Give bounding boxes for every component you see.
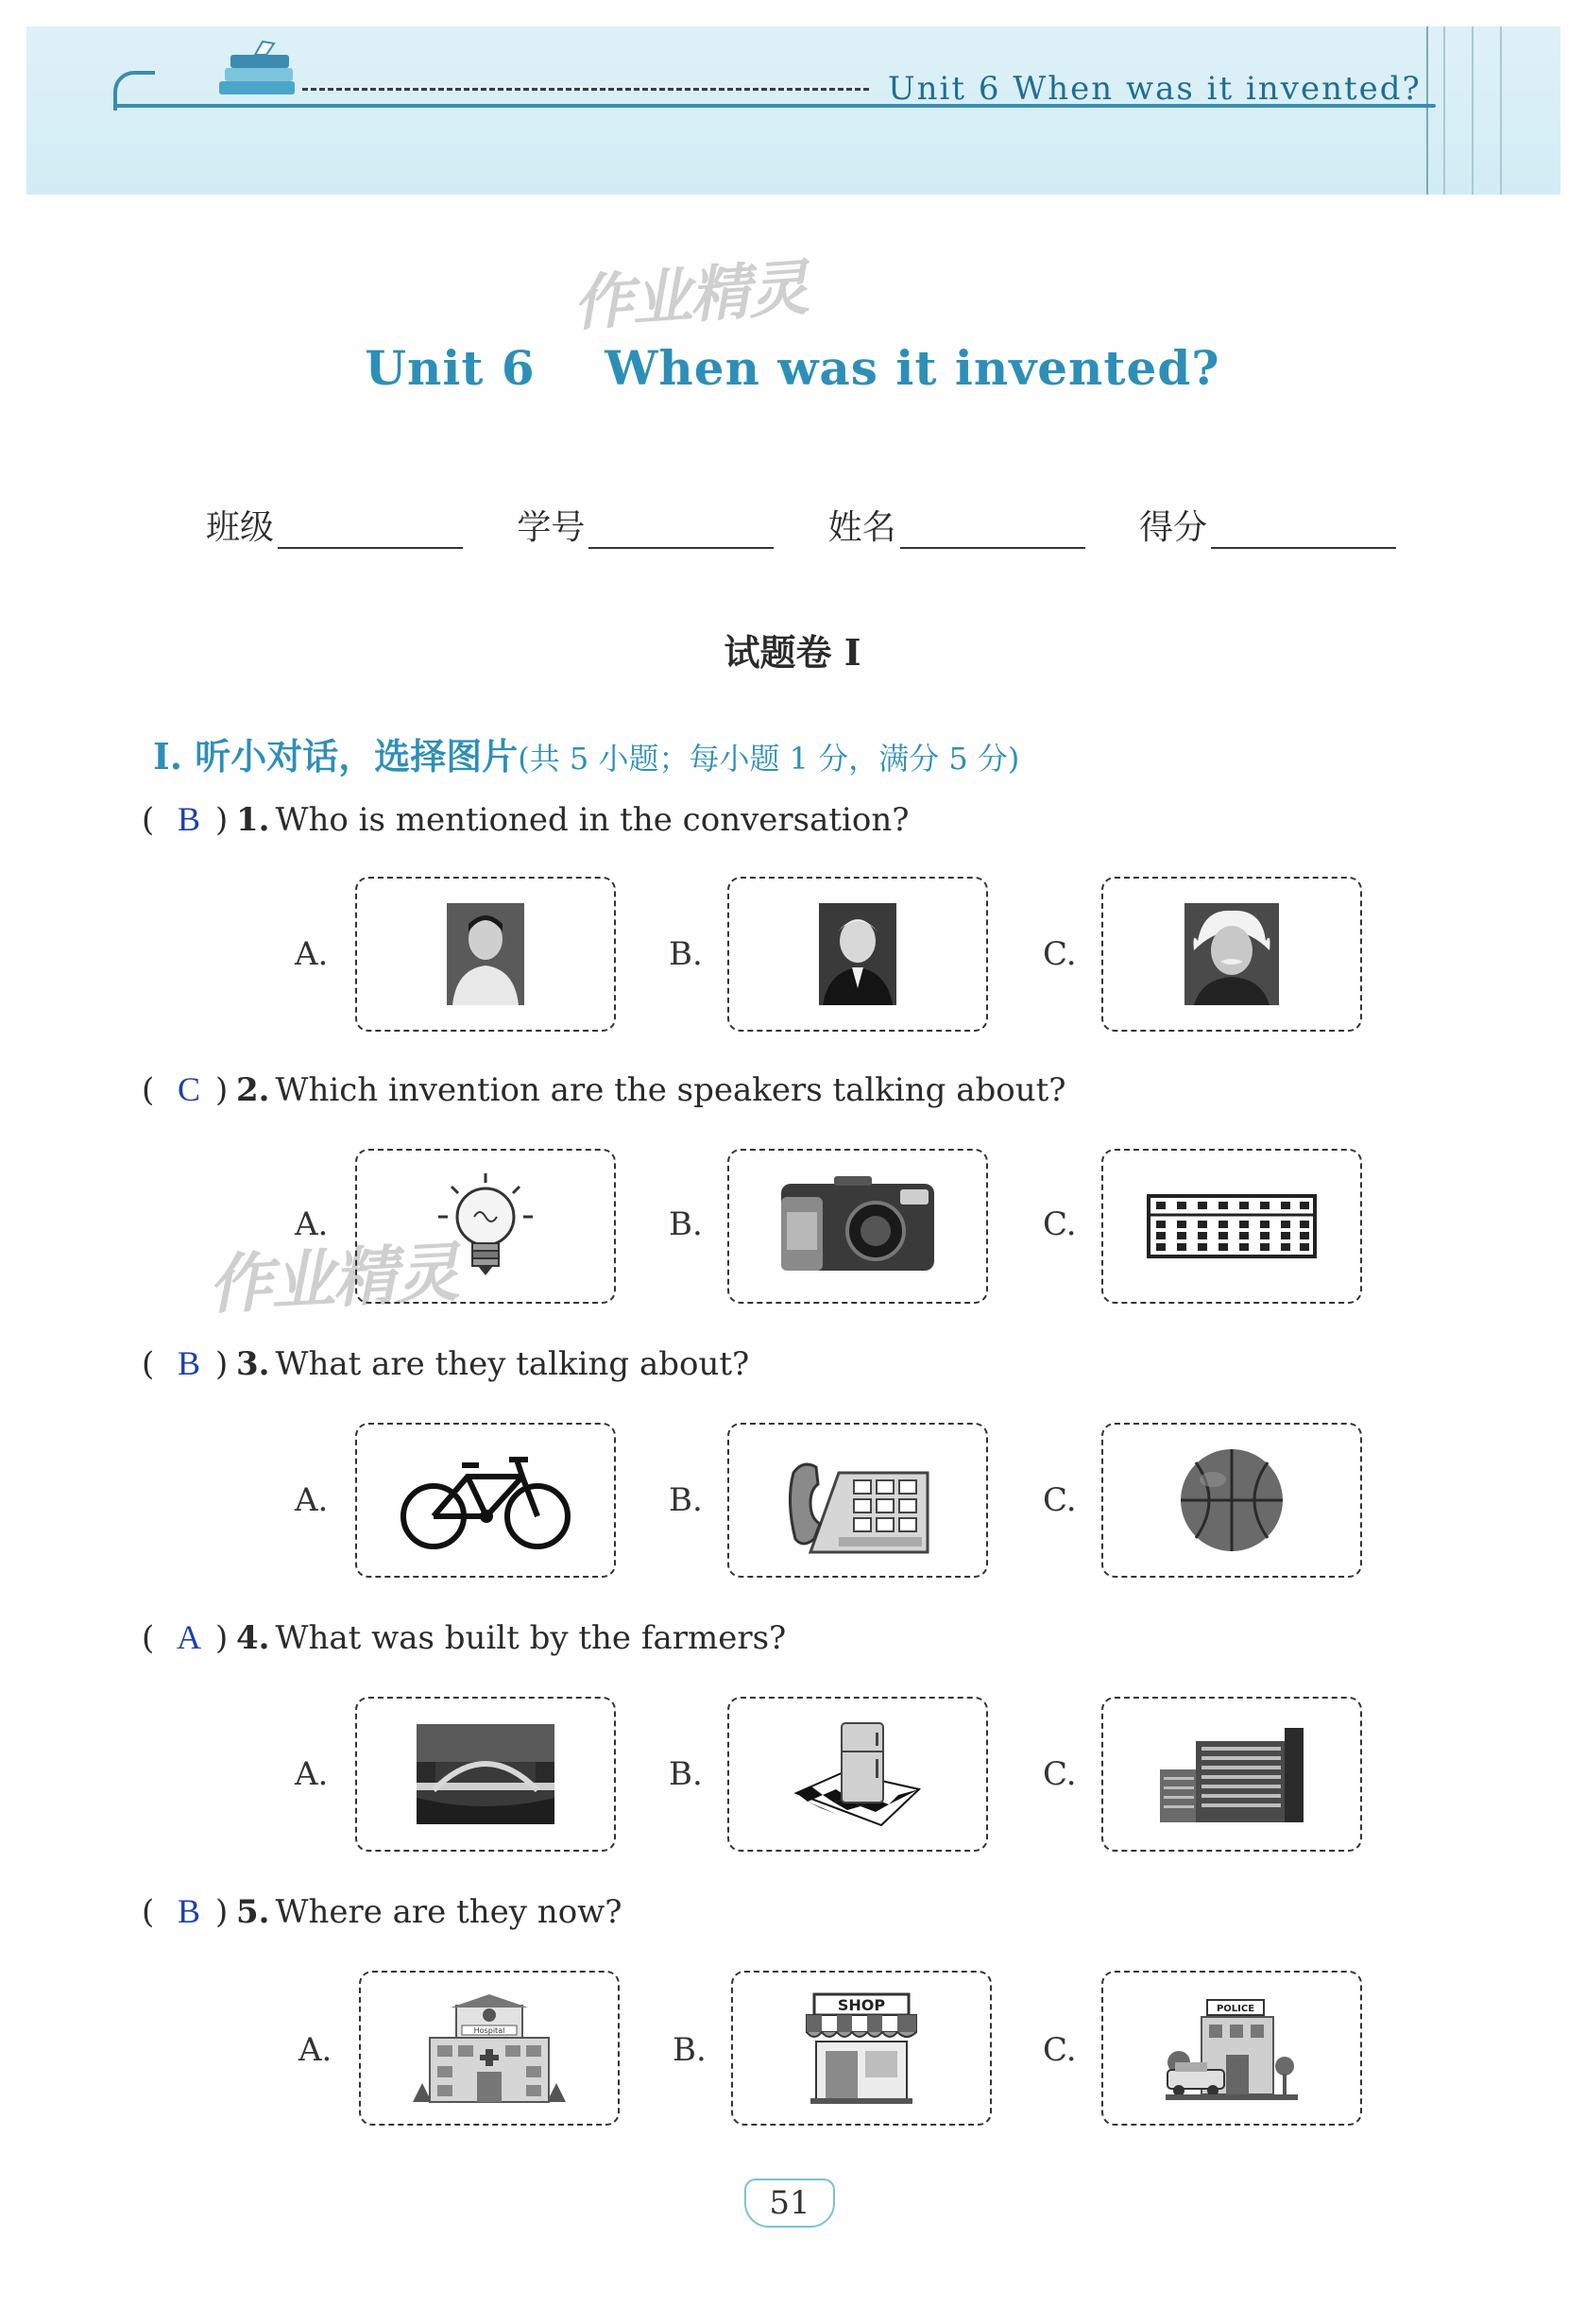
paren-open: ( xyxy=(142,1619,155,1657)
question-text: Which invention are the speakers talking about? xyxy=(275,1071,1066,1109)
portrait-einstein-icon xyxy=(1184,903,1279,1005)
info-label: 姓名 xyxy=(827,508,896,547)
answer-mark: B xyxy=(177,800,200,838)
header-divider xyxy=(1472,26,1474,195)
info-name xyxy=(828,501,1085,549)
header-dashes xyxy=(302,88,869,91)
section-heading: Ⅰ. 听小对话，选择图片 xyxy=(153,735,519,778)
paren-open: ( xyxy=(142,1345,155,1383)
option-label: C. xyxy=(1043,935,1077,973)
option-label: A. xyxy=(295,935,329,973)
option-label: B. xyxy=(669,1755,703,1793)
question-text: Who is mentioned in the conversation? xyxy=(275,801,910,839)
building-icon xyxy=(1158,1722,1305,1826)
info-label: 学号 xyxy=(517,508,586,547)
section-note: (共 5 小题；每小题 1 分，满分 5 分) xyxy=(518,741,1020,777)
option-a-box[interactable] xyxy=(359,1971,620,2126)
info-blank[interactable] xyxy=(278,513,463,549)
abacus-icon xyxy=(1145,1188,1319,1264)
answer-mark: A xyxy=(177,1618,201,1656)
bicycle-icon xyxy=(396,1448,575,1552)
portrait-old-man-icon xyxy=(819,903,896,1005)
option-b-box[interactable] xyxy=(731,1971,992,2126)
info-blank[interactable] xyxy=(1211,513,1396,549)
option-label: C. xyxy=(1043,1755,1077,1793)
watermark: 作业精灵 xyxy=(206,1236,460,1324)
student-info-row xyxy=(206,501,1396,549)
info-blank[interactable] xyxy=(900,513,1085,549)
paren-close: ) xyxy=(215,1071,229,1109)
option-b-box[interactable] xyxy=(727,1423,988,1578)
paren-close: ) xyxy=(215,1893,229,1931)
header-title: Unit 6 When was it invented? xyxy=(888,70,1422,108)
telephone-icon xyxy=(782,1444,933,1556)
question-number: 2. xyxy=(236,1071,270,1109)
option-c-box[interactable] xyxy=(1101,1149,1362,1304)
option-b-box[interactable] xyxy=(727,1149,988,1304)
paren-close: ) xyxy=(215,801,229,839)
info-blank[interactable] xyxy=(588,513,774,549)
section-title xyxy=(153,727,1019,779)
info-student-number xyxy=(517,501,774,549)
option-label: C. xyxy=(1043,1481,1077,1519)
header-divider xyxy=(1500,26,1502,195)
question-5 xyxy=(142,1891,622,1931)
bridge-icon xyxy=(417,1724,554,1824)
option-label: B. xyxy=(673,2031,707,2069)
paren-open: ( xyxy=(142,1071,155,1109)
question-number: 4. xyxy=(236,1619,270,1657)
option-c-box[interactable] xyxy=(1101,1423,1362,1578)
question-number: 3. xyxy=(236,1345,270,1383)
question-text: What are they talking about? xyxy=(275,1345,750,1383)
question-number: 1. xyxy=(236,801,270,839)
basketball-icon xyxy=(1177,1445,1287,1555)
option-label: B. xyxy=(669,935,703,973)
question-1 xyxy=(142,799,910,839)
fridge-icon xyxy=(787,1719,929,1829)
answer-mark: C xyxy=(177,1070,200,1108)
question-number: 5. xyxy=(236,1893,270,1931)
info-class xyxy=(206,501,463,549)
option-b-box[interactable] xyxy=(727,1697,988,1852)
paren-close: ) xyxy=(215,1345,229,1383)
shop-sign: SHOP xyxy=(837,1996,886,2014)
option-label: C. xyxy=(1043,1205,1077,1243)
question-4 xyxy=(142,1617,786,1657)
paper-title: 试题卷 I xyxy=(724,631,861,674)
police-station-icon xyxy=(1166,1996,1298,2100)
paren-open: ( xyxy=(142,801,155,839)
option-label: A. xyxy=(295,1755,329,1793)
question-2 xyxy=(142,1069,1066,1109)
shop-icon xyxy=(803,1992,920,2104)
option-label: C. xyxy=(1043,2031,1077,2069)
police-sign: POLICE xyxy=(1216,2004,1255,2014)
answer-mark: B xyxy=(177,1892,200,1930)
option-c-box[interactable] xyxy=(1101,1697,1362,1852)
paren-close: ) xyxy=(215,1619,229,1657)
option-a-box[interactable] xyxy=(355,1149,616,1304)
option-a-box[interactable] xyxy=(355,1423,616,1578)
option-label: A. xyxy=(298,2031,332,2069)
option-a-box[interactable] xyxy=(355,1697,616,1852)
answer-mark: B xyxy=(177,1344,200,1382)
option-label: B. xyxy=(669,1481,703,1519)
portrait-man-icon xyxy=(447,903,524,1005)
question-text: Where are they now? xyxy=(275,1893,622,1931)
option-label: A. xyxy=(295,1481,329,1519)
option-c-box[interactable] xyxy=(1101,1971,1362,2126)
info-score xyxy=(1139,501,1396,549)
paren-open: ( xyxy=(142,1893,155,1931)
info-label: 得分 xyxy=(1138,508,1207,547)
option-b-box[interactable] xyxy=(727,877,988,1032)
info-label: 班级 xyxy=(206,508,275,547)
option-c-box[interactable] xyxy=(1101,877,1362,1032)
light-bulb-icon xyxy=(429,1170,542,1283)
option-label: B. xyxy=(669,1205,703,1243)
books-icon xyxy=(217,40,302,106)
page-number: 51 xyxy=(744,2179,835,2228)
header-divider xyxy=(1426,26,1428,195)
question-text: What was built by the farmers? xyxy=(275,1619,787,1657)
camera-icon xyxy=(777,1174,938,1278)
hospital-icon xyxy=(409,1992,570,2104)
option-label: A. xyxy=(295,1205,329,1243)
unit-title: Unit 6 When was it invented? xyxy=(365,340,1220,396)
header-divider xyxy=(1443,26,1445,195)
hospital-sign: Hospital xyxy=(473,2026,505,2035)
option-a-box[interactable] xyxy=(355,877,616,1032)
question-3 xyxy=(142,1343,749,1383)
watermark: 作业精灵 xyxy=(571,253,810,340)
